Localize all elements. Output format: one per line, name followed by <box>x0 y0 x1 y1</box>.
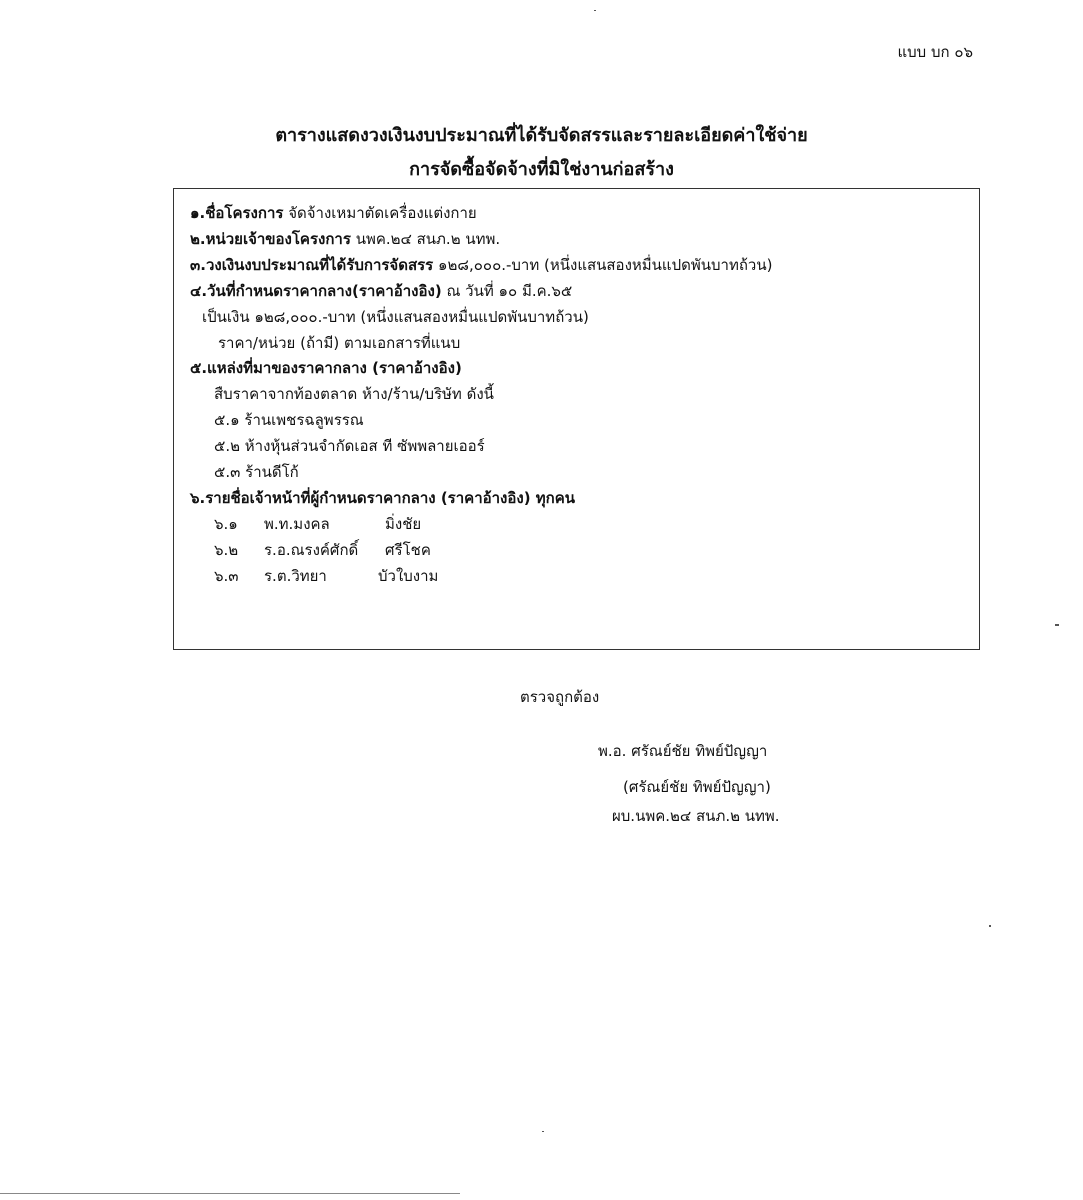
item4-value: ณ วันที่ ๑๐ มี.ค.๖๕ <box>446 282 573 300</box>
officer-first: พ.ท.มงคล <box>264 515 330 533</box>
item2-label: ๒.หน่วยเจ้าของโครงการ <box>190 230 351 248</box>
scan-edge <box>0 1193 460 1194</box>
item1-line <box>190 201 477 225</box>
officer-last: บัวใบงาม <box>378 567 439 585</box>
item1-value: จัดจ้างเหมาตัดเครื่องแต่งกาย <box>288 204 477 222</box>
officer-row <box>214 564 239 588</box>
item3-line <box>190 253 772 277</box>
verified-label: ตรวจถูกต้อง <box>520 688 600 706</box>
source-item: ๕.๒ ห้างหุ้นส่วนจำกัดเอส ที ซัพพลายเออร์ <box>214 437 485 455</box>
officer-last: ศรีโชค <box>385 541 431 559</box>
signed-name: พ.อ. ศรัณย์ชัย ทิพย์ปัญญา <box>598 742 768 760</box>
scan-speck <box>542 1131 544 1132</box>
item3-label: ๓.วงเงินงบประมาณที่ได้รับการจัดสรร <box>190 256 434 274</box>
officer-no: ๖.๓ <box>214 567 239 585</box>
officer-last: มิ่งชัย <box>385 515 422 533</box>
item5-intro: สืบราคาจากท้องตลาด ห้าง/ร้าน/บริษัท ดังนี้ <box>214 385 494 403</box>
item4-line <box>190 279 572 303</box>
scan-speck <box>989 925 991 927</box>
signer-position: ผบ.นพค.๒๔ สนภ.๒ นทพ. <box>612 807 780 825</box>
document-subtitle: การจัดซื้อจัดจ้างที่มิใช่งานก่อสร้าง <box>409 159 674 180</box>
source-item: ๕.๑ ร้านเพชรฉลูพรรณ <box>214 411 364 429</box>
item4-label: ๔.วันที่กำหนดราคากลาง(ราคาอ้างอิง) <box>190 282 442 300</box>
item4-amount: เป็นเงิน ๑๒๘,๐๐๐.-บาท (หนึ่งแสนสองหมื่นแปดพันบาทถ้วน) <box>202 308 589 326</box>
officer-first: ร.อ.ณรงค์ศักดิ์ <box>264 541 359 559</box>
officer-no: ๖.๒ <box>214 541 239 559</box>
document-title: ตารางแสดงวงเงินงบประมาณที่ได้รับจัดสรรและรายละเอียดค่าใช้จ่าย <box>275 125 808 146</box>
officer-first: ร.ต.วิทยา <box>264 567 327 585</box>
source-item: ๕.๓ ร้านดีโก้ <box>214 463 299 481</box>
item5-label: ๕.แหล่งที่มาของราคากลาง (ราคาอ้างอิง) <box>190 359 462 377</box>
item1-label: ๑.ชื่อโครงการ <box>190 204 284 222</box>
item3-value: ๑๒๘,๐๐๐.-บาท (หนึ่งแสนสองหมื่นแปดพันบาทถ้วน) <box>438 256 773 274</box>
item2-value: นพค.๒๔ สนภ.๒ นทพ. <box>355 230 501 248</box>
item6-label: ๖.รายชื่อเจ้าหน้าที่ผู้กำหนดราคากลาง (ราคาอ้างอิง) ทุกคน <box>190 489 576 507</box>
scan-speck <box>594 10 596 11</box>
officer-row <box>214 538 238 562</box>
officer-no: ๖.๑ <box>214 515 238 533</box>
officer-row <box>214 512 238 536</box>
scan-speck <box>1055 624 1059 626</box>
printed-name: (ศรัณย์ชัย ทิพย์ปัญญา) <box>623 778 771 796</box>
item2-line <box>190 227 500 251</box>
item4-unit-price: ราคา/หน่วย (ถ้ามี) ตามเอกสารที่แนบ <box>218 334 461 352</box>
form-code: แบบ บก ๐๖ <box>897 43 973 61</box>
